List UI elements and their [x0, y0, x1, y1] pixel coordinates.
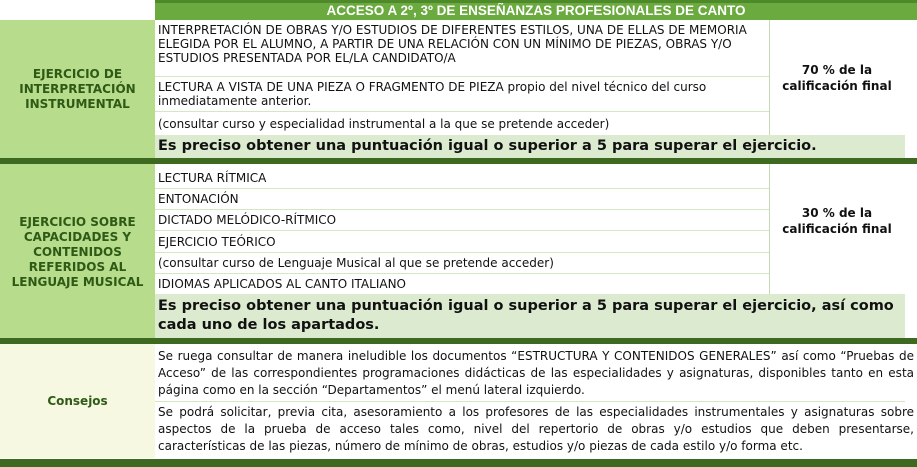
requirement-item: DICTADO MELÓDICO-RÍTMICO	[158, 213, 337, 227]
requirement-item: IDIOMAS APLICADOS AL CANTO ITALIANO	[158, 277, 406, 291]
tip-paragraph: Se ruega consultar de manera ineludible los documentos “ESTRUCTURA Y CONTENIDOS GENERALES” así como “Pruebas de Acceso” de las correspondientes programaciones didácticas de las especialidades y asignaturas, disponibles tanto en esta página como en la sección “Departamentos” el menú lateral izquierdo.	[158, 349, 914, 397]
requirement-item: LECTURA A VISTA DE UNA PIEZA O FRAGMENTO DE PIEZA propio del nivel técnico del curso inmediatamente anterior.	[158, 80, 707, 108]
weight-value	[769, 164, 905, 278]
requirement-item: LECTURA RÍTMICA	[158, 170, 267, 185]
table-bottom-border	[0, 459, 917, 467]
requirement-item: INTERPRETACIÓN DE OBRAS Y/O ESTUDIOS DE DIFERENTES ESTILOS, UNA DE ELLAS DE MEMORIA ELEGIDA POR EL ALUMNO, A PARTIR DE UNA RELACIÓN CON UN MÍNIMO DE PIEZAS, OBRAS Y/O ESTUDIOS PRESENTADA POR EL/LA CANDIDATO/A	[158, 23, 747, 65]
section-label-tips	[0, 344, 155, 458]
weight-text: 30 % de la calificación final	[782, 206, 892, 236]
tip-paragraph: Se podrá solicitar, previa cita, asesoramiento a los profesores de las especialidades instrumentales y asignaturas sobre aspectos de la prueba de acceso tales como, nivel del repertorio de obras y/o estudios que deben presentarse, características de las piezas, número de mínimo de obras, estudios y/o piezas de cada estilo y/o forma etc.	[158, 405, 914, 453]
weight-text: 70 % de la calificación final	[782, 62, 892, 93]
table-header: ACCESO A 2º, 3º DE ENSEÑANZAS PROFESIONALES DE CANTO	[155, 0, 917, 20]
weight-value	[769, 20, 905, 135]
requirement-item: (consultar curso y especialidad instrumental a la que se pretende acceder)	[158, 116, 610, 131]
requirement-item: ENTONACIÓN	[158, 192, 239, 206]
section-label-interpretation	[0, 20, 155, 158]
section-label-text: EJERCICIO DE INTERPRETACIÓN INSTRUMENTAL	[19, 66, 136, 111]
requirement-item: (consultar curso de Lenguaje Musical al que se pretende acceder)	[158, 256, 554, 270]
row-divider	[155, 401, 905, 402]
passing-note: Es preciso obtener una puntuación igual o superior a 5 para superar el ejercicio, así como cada uno de los apartados.	[155, 294, 905, 338]
section-label-musical-language	[0, 164, 155, 340]
section-label-text: Consejos	[47, 393, 108, 408]
requirement-item: EJERCICIO TEÓRICO	[158, 234, 276, 249]
header-top-border	[155, 0, 917, 3]
section-label-text: EJERCICIO SOBRE CAPACIDADES Y CONTENIDOS REFERIDOS AL LENGUAJE MUSICAL	[11, 214, 144, 289]
passing-note: Es preciso obtener una puntuación igual o superior a 5 para superar el ejercicio.	[155, 135, 905, 158]
